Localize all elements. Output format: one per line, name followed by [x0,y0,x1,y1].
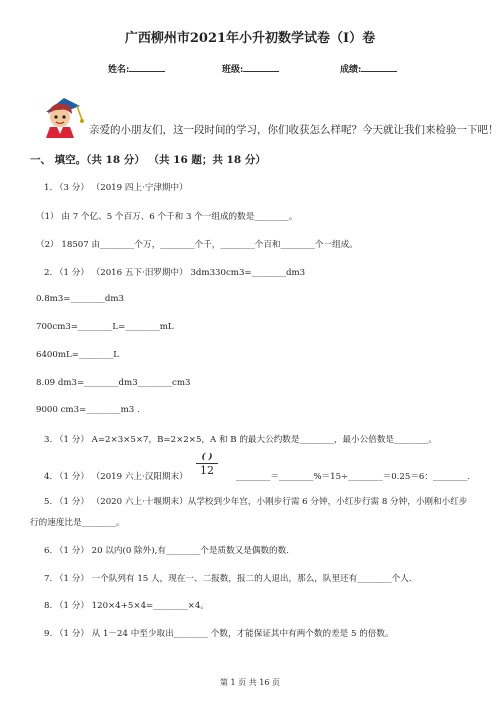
fraction [196,452,218,476]
question-1-part-1: （1） 由 7 个亿、5 个百万、6 个千和 3 个一组成的数是________。 [36,212,298,222]
question-8: 8. （1 分） 120×4+5×4=________×4。 [44,601,209,611]
class-blank [243,62,279,72]
question-3: 3. （1 分） A=2×3×5×7，B=2×2×5，A 和 B 的最大公约数是________，最小公倍数是________。 [44,435,437,445]
page-title: 广西柳州市2021年小升初数学试卷（I）卷 [124,31,376,46]
question-1-part-2: （2） 18507 由________个万，________个千，________个百和________个一组成。 [36,240,358,250]
question-2-line-5: 8.09 dm3=________dm3________cm3 [36,378,191,388]
class-label: 班级: [222,65,244,75]
question-4: 4. （1 分） （2019 六上·汉阳期末） [44,472,188,482]
question-4-equation: ________＝________%＝15÷________＝0.25＝6：________. [236,472,471,482]
page-footer: 第 1 页 共 16 页 [220,678,280,687]
score-blank [361,62,397,72]
question-9: 9. （1 分） 从 1－24 中至少取出________ 个数，才能保证其中有两个数的差是 5 的倍数。 [44,629,394,639]
question-2-line-3: 700cm3=________L=________mL [36,322,174,332]
question-1: 1. （3 分） （2019 四上·宁津期中） [44,183,188,193]
question-7: 7. （1 分） 一个队列有 15 人，现在一、二报数，报二的人退出，那么，队里还有________个人. [44,574,412,584]
question-2-line-4: 6400mL=________L [36,350,120,360]
section-heading: 一、 填空。（共 18 分） （共 16 题；共 18 分） [30,154,266,166]
fraction-denominator: 12 [200,464,214,477]
fraction-numerator: ( ) [201,452,213,462]
question-2: 2. （1 分） （2016 五下·汨罗期中） 3dm330cm3=________dm3 [44,268,306,278]
question-2-line-6: 9000 cm3=________m3 . [36,405,140,415]
question-5-line-2: 行的速度比是________。 [30,518,125,528]
question-5: 5. （1 分） （2020 六上·十堰期末）从学校到少年宫，小刚步行需 6 分钟，小红步行需 8 分钟，小刚和小红步 [44,497,468,507]
name-blank [129,62,165,72]
mascot-icon [36,90,86,138]
question-2-line-2: 0.8m3=________dm3 [36,294,124,304]
name-label: 姓名: [108,65,130,75]
name-field [108,62,165,75]
question-6: 6. （1 分） 20 以内(0 除外),有________个是质数又是偶数的数. [44,546,289,556]
score-field [340,62,397,75]
score-label: 成绩: [340,65,362,75]
class-field [222,62,279,75]
greeting-text: 亲爱的小朋友们，这一段时间的学习，你们收获怎么样呢？今天就让我们来检验一下吧！ [89,124,499,136]
